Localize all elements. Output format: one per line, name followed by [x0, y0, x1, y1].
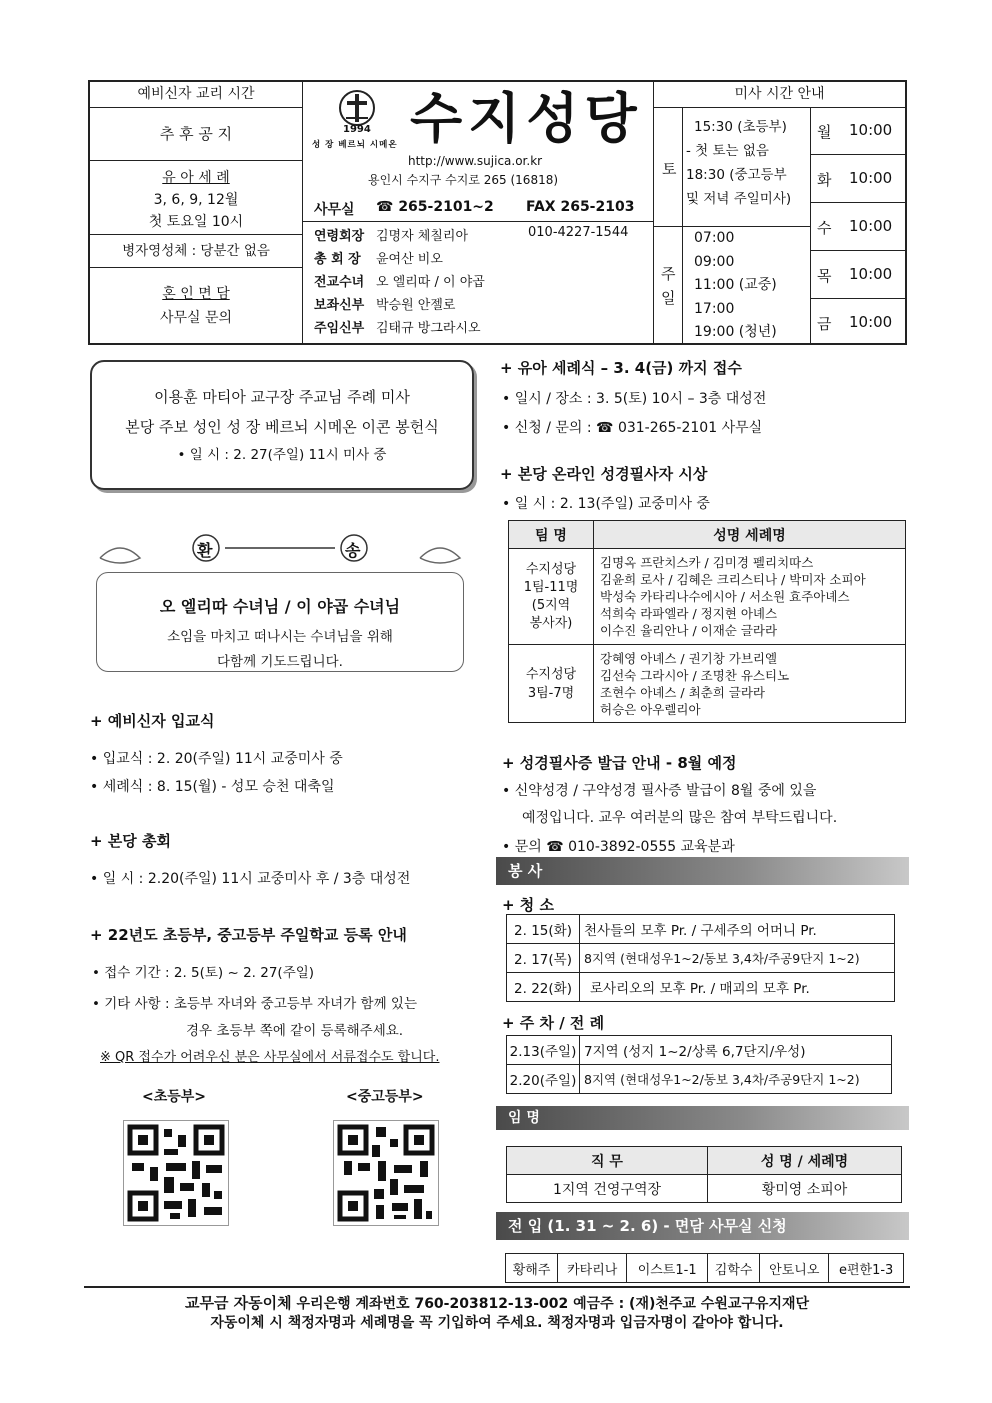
- cleaning-desc: 로사리오의 모후 Pr. / 매괴의 모후 Pr.: [580, 973, 895, 1002]
- sat-sun-divider-v: [682, 107, 683, 343]
- qr-code-icon: [124, 1121, 228, 1225]
- infant-baptism-time: 첫 토요일 10시: [148, 214, 244, 230]
- names-cell: 김명옥 프란치스카 / 김미경 펠리치따스 김윤희 로사 / 김혜은 크리스티나 / 박미자 소피아 박성숙 카타리나수에시아 / 서소원 효주아녜스 석희숙 라파엘라 / 정지현 아녜스 이수진 율리안나 / 이재순 글라라: [594, 549, 906, 645]
- table-row: [507, 1065, 892, 1094]
- parking-date: 2.20(주일): [507, 1065, 580, 1094]
- qr-code-middle-high[interactable]: [333, 1120, 439, 1226]
- sat-time: - 첫 토는 없음: [686, 143, 769, 159]
- sick-anointing: 병자영성체 : 당분간 없음: [90, 235, 302, 268]
- table-row: [507, 1175, 902, 1203]
- catechism-title: 예비신자 교리 시간: [90, 82, 302, 108]
- logo-name: 성 장 베르뇌 시메온: [312, 140, 398, 150]
- sunday-school-note: ※ QR 접수가 어려우신 분은 사무실에서 서류접수도 합니다.: [100, 1050, 440, 1065]
- staff-name: 박승원 안젤로: [376, 298, 456, 313]
- general-meeting-title: + 본당 총회: [90, 832, 171, 850]
- weekday-time: 10:00: [849, 121, 893, 139]
- farewell-left-char: 환: [197, 541, 213, 560]
- names-cell: 강혜영 아녜스 / 권기창 가브리엘 김선숙 그라시아 / 조명찬 유스티노 조현수 아녜스 / 최춘희 글라라 허승은 아우렐리아: [594, 645, 906, 723]
- staff-row: [314, 222, 650, 245]
- sat-time: 및 저녁 주일미사): [686, 191, 792, 207]
- sun-times: [694, 227, 810, 345]
- farewell-right-char: 송: [345, 541, 361, 560]
- infant-baptism-ceremony-item: • 신청 / 문의 : ☎ 031-265-2101 사무실: [502, 420, 763, 436]
- transfer-cell: 황해주: [506, 1254, 558, 1283]
- transfer-cell: 김학수: [708, 1254, 760, 1283]
- weekday-row: [811, 107, 905, 155]
- office-phone: ☎ 265-2101~2: [376, 199, 494, 215]
- weekday-row: [811, 155, 905, 203]
- sun-time: 17:00: [694, 300, 735, 317]
- table-row: [507, 973, 895, 1002]
- parking-desc: 7지역 (성지 1~2/상록 6,7단지/우성): [580, 1036, 892, 1065]
- parking-table: [506, 1035, 892, 1094]
- cleaning-desc: 8지역 (현대성우1~2/동보 3,4차/주공9단지 1~2): [580, 944, 895, 973]
- sunday-school-item: • 접수 기간 : 2. 5(토) ~ 2. 27(주일): [92, 965, 315, 981]
- cleaning-table: [506, 914, 895, 1002]
- cleaning-title: + 청 소: [502, 896, 554, 914]
- staff-role: 연령회장: [314, 229, 365, 244]
- weekday-time: 10:00: [849, 169, 893, 187]
- team-cell: 수지성당 1팀-11명 (5지역 봉사자): [509, 549, 594, 645]
- staff-role: 전교수녀: [314, 275, 365, 290]
- catechism-notice: 추 후 공 지: [90, 108, 302, 161]
- qr-code-elementary[interactable]: [123, 1120, 229, 1226]
- catechumen-title: + 예비신자 입교식: [90, 712, 215, 730]
- transfer-table: [505, 1253, 904, 1283]
- header-divider-right: [653, 82, 654, 343]
- sat-label: 토: [662, 160, 677, 178]
- cleaning-date: 2. 22(화): [507, 973, 580, 1002]
- floral-ornament-icon: [90, 528, 470, 588]
- weekday-time: 10:00: [849, 313, 893, 331]
- staff-role: 보좌신부: [314, 298, 365, 313]
- bible-cert-item: • 문의 ☎ 010-3892-0555 교육분과: [502, 839, 735, 855]
- cleaning-date: 2. 15(화): [507, 915, 580, 944]
- parking-date: 2.13(주일): [507, 1036, 580, 1065]
- weekday-row: [811, 203, 905, 251]
- infant-baptism-title: 유 아 세 례: [162, 170, 230, 186]
- transfer-bar: 전 입 (1. 31 ~ 2. 6) - 면담 사무실 신청: [496, 1212, 909, 1240]
- infant-baptism-months: 3, 6, 9, 12월: [153, 192, 239, 208]
- appointment-bar: 임 명: [496, 1106, 909, 1130]
- team-cell: 수지성당 3팀-7명: [509, 645, 594, 723]
- general-meeting-item: • 일 시 : 2.20(주일) 11시 교중미사 후 / 3층 대성전: [90, 871, 411, 887]
- header-divider-left: [302, 82, 303, 343]
- col-header-team: 팀 명: [509, 521, 594, 549]
- staff-row: [314, 314, 650, 337]
- bible-writing-title: + 본당 온라인 성경필사자 시상: [500, 465, 708, 483]
- appointment-duty: 1지역 건영구역장: [507, 1175, 708, 1203]
- col-header-name: 성 명 / 세례명: [708, 1147, 902, 1175]
- bible-writing-table: [508, 520, 906, 723]
- sat-time: 18:30 (중고등부: [686, 167, 787, 183]
- table-row: [507, 1036, 892, 1065]
- sun-time: 09:00: [694, 253, 735, 270]
- logo-year: 1994: [343, 124, 371, 135]
- qr2-label: <중고등부>: [346, 1089, 424, 1105]
- bishop-line3: • 일 시 : 2. 27(주일) 11시 미사 중: [177, 447, 387, 463]
- bishop-line2: 본당 주보 성인 성 장 베르뇌 시메온 이콘 봉헌식: [125, 418, 439, 436]
- mass-title: 미사 시간 안내: [654, 82, 905, 108]
- footer-line2: 자동이체 시 책정자명과 세례명을 꼭 기입하여 주세요. 책정자명과 입금자명이 같아야 합니다.: [210, 1315, 784, 1331]
- marriage-box: [90, 268, 302, 346]
- footer-rule: [84, 1286, 910, 1288]
- service-bar: 봉 사: [496, 857, 909, 885]
- bible-writing-item: • 일 시 : 2. 13(주일) 교중미사 중: [502, 496, 710, 512]
- weekday-time: 10:00: [849, 265, 893, 283]
- staff-role: 총 회 장: [314, 252, 361, 267]
- weekday-day: 화: [817, 171, 832, 189]
- farewell-line1: 소임을 마치고 떠나시는 수녀님을 위해: [167, 629, 393, 645]
- qr-code-icon: [334, 1121, 438, 1225]
- sunday-school-item: • 기타 사항 : 초등부 자녀와 중고등부 자녀가 함께 있는: [92, 996, 418, 1012]
- marriage-title: 혼 인 면 담: [162, 286, 230, 302]
- farewell-title: 오 엘리따 수녀님 / 이 야곱 수녀님: [159, 597, 401, 616]
- staff-row: [314, 291, 650, 314]
- bishop-mass-box: [90, 360, 474, 490]
- table-row: [509, 645, 906, 723]
- farewell-line2: 다함께 기도드립니다.: [217, 654, 343, 670]
- header-left-column: [90, 82, 302, 346]
- footer-line1: [84, 1292, 910, 1313]
- marriage-contact: 사무실 문의: [159, 310, 233, 326]
- table-row: [507, 944, 895, 973]
- weekday-day: 수: [817, 219, 832, 237]
- weekday-masses: [811, 107, 905, 346]
- bible-cert-item: • 신약성경 / 구약성경 필사증 발급이 8월 중에 있을: [502, 783, 817, 799]
- catechumen-item: • 세례식 : 8. 15(월) - 성모 승천 대축일: [90, 779, 335, 795]
- website: http://www.sujica.or.kr: [408, 154, 543, 168]
- table-row: [507, 915, 895, 944]
- weekday-day: 월: [817, 123, 832, 141]
- staff-row: [314, 268, 650, 291]
- address: 용인시 수지구 수지로 265 (16818): [368, 173, 559, 187]
- appointment-table: [506, 1146, 902, 1203]
- staff-name: 오 엘리따 / 이 야곱: [376, 275, 485, 290]
- staff-name: 김명자 체칠리아: [376, 229, 469, 244]
- staff-list: [314, 222, 650, 337]
- weekday-time: 10:00: [849, 217, 893, 235]
- fax: FAX 265-2103: [526, 199, 635, 215]
- sun-time: 11:00 (교중): [694, 277, 777, 293]
- table-row: [509, 549, 906, 645]
- col-header-names: 성명 세례명: [594, 521, 906, 549]
- cleaning-desc: 천사들의 모후 Pr. / 구세주의 어머니 Pr.: [580, 915, 895, 944]
- transfer-cell: 카타리나: [558, 1254, 627, 1283]
- staff-name: 윤여산 비오: [376, 252, 443, 267]
- staff-role: 주임신부: [314, 321, 365, 336]
- bible-cert-item-cont: 예정입니다. 교우 여러분의 많은 참여 부탁드립니다.: [522, 810, 838, 826]
- qr1-label: <초등부>: [142, 1089, 207, 1105]
- sun-time: 07:00: [694, 230, 735, 246]
- col-header-duty: 직 무: [507, 1147, 708, 1175]
- transfer-cell: e편한1-3: [829, 1254, 904, 1283]
- cleaning-date: 2. 17(목): [507, 944, 580, 973]
- weekday-day: 목: [817, 267, 832, 285]
- sat-times: [686, 115, 810, 211]
- transfer-cell: 안토니오: [760, 1254, 829, 1283]
- weekday-row: [811, 299, 905, 346]
- farewell-ornament: [90, 528, 470, 588]
- appointment-name: 황미영 소피아: [708, 1175, 902, 1203]
- parking-desc: 8지역 (현대성우1~2/동보 3,4차/주공9단지 1~2): [580, 1065, 892, 1094]
- parking-title: + 주 차 / 전 례: [502, 1014, 605, 1032]
- weekday-row: [811, 251, 905, 299]
- staff-phone: 010-4227-1544: [528, 225, 629, 240]
- weekday-day: 금: [817, 315, 832, 333]
- sun-time: 19:00 (청년): [694, 324, 777, 340]
- infant-baptism-ceremony-title: + 유아 세례식 – 3. 4(금) 까지 접수: [500, 359, 742, 377]
- parish-name: 수지성당: [410, 87, 643, 150]
- sat-time: 15:30 (초등부): [694, 119, 787, 135]
- bishop-line1: 이용훈 마티아 교구장 주교님 주례 미사: [154, 388, 410, 406]
- staff-name: 김태규 방그라시오: [376, 321, 481, 336]
- infant-baptism-box: [90, 161, 302, 235]
- catechumen-item: • 입교식 : 2. 20(주일) 11시 교중미사 중: [90, 751, 343, 767]
- transfer-cell: 이스트1-1: [627, 1254, 708, 1283]
- footer-account: 우리은행 계좌번호 760-203812-13-002 예금주 : (재)천주교 수원교구유지재단: [291, 1296, 810, 1312]
- staff-row: [314, 245, 650, 268]
- footer-autopay-label: 교무금 자동이체: [184, 1294, 292, 1312]
- sunday-school-title: + 22년도 초등부, 중고등부 주일학교 등록 안내: [90, 926, 407, 944]
- sunday-school-item-cont: 경우 초등부 쪽에 같이 등록해주세요.: [186, 1023, 404, 1039]
- office-label: 사무실: [314, 202, 355, 218]
- table-row: [506, 1254, 904, 1283]
- sun-label: 주일: [661, 265, 676, 307]
- bible-cert-title: + 성경필사증 발급 안내 - 8월 예정: [502, 754, 737, 772]
- infant-baptism-ceremony-item: • 일시 / 장소 : 3. 5(토) 10시 – 3층 대성전: [502, 391, 767, 407]
